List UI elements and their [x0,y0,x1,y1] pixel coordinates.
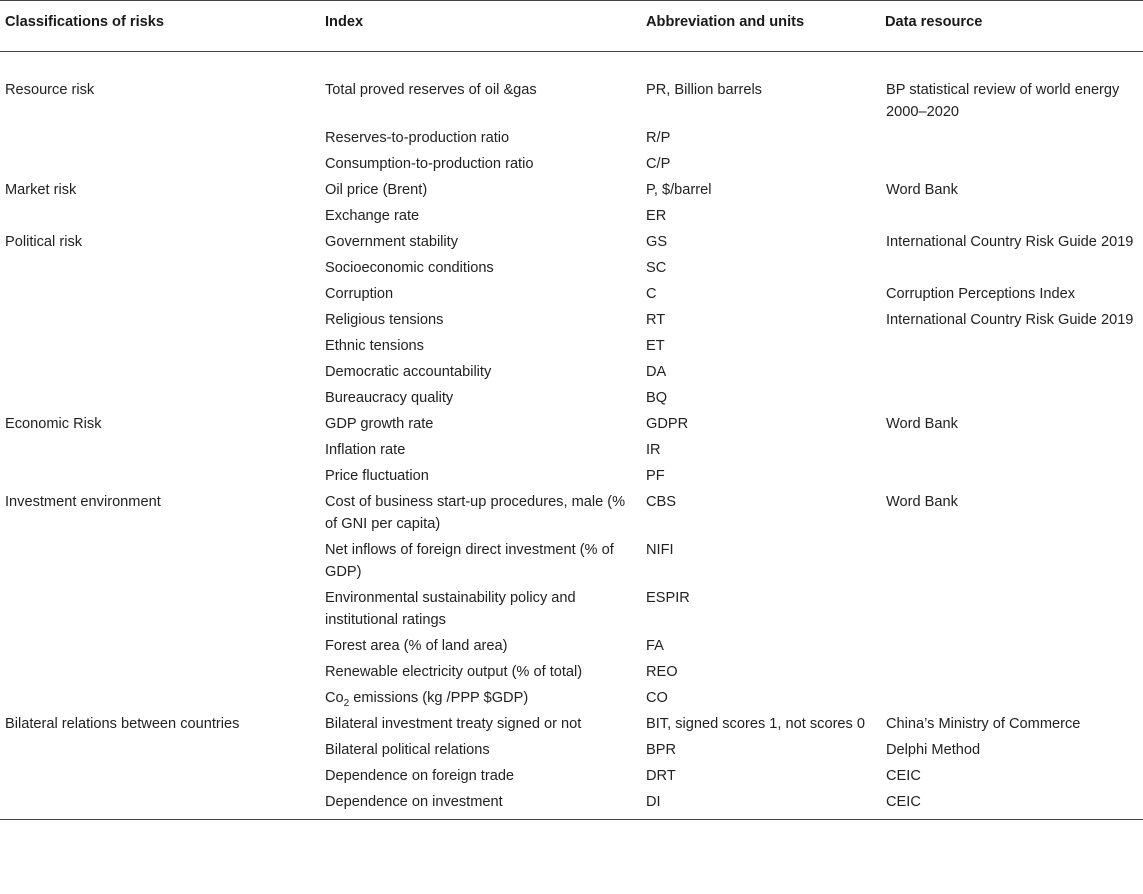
table-row [0,52,1143,128]
cell-abbreviation: C [646,286,657,302]
header-abbreviation: Abbreviation and units [640,1,880,52]
table-row [0,413,1143,439]
cell-classification: Economic Risk [5,416,102,432]
cell-data-resource: China’s Ministry of Commerce [886,716,1081,732]
cell-abbreviation: BPR [646,742,677,758]
cell-index: Environmental sustainability policy and institutional ratings [325,590,576,628]
cell-index: GDP growth rate [325,416,434,432]
cell-data-resource: BP statistical review of world energy 2000–2020 [886,82,1120,120]
cell-classification [0,635,320,661]
cell-index: Cost of business start-up procedures, male (% of GNI per capita) [325,494,626,532]
cell-data-resource [880,465,1143,491]
cell-data-resource: Corruption Perceptions Index [886,286,1076,302]
cell-abbreviation: BQ [646,390,668,406]
table-row [0,231,1143,257]
header-data-resource: Data resource [880,1,1143,52]
cell-classification [0,361,320,387]
table-row [0,713,1143,739]
cell-classification: Market risk [5,182,77,198]
cell-index: Socioeconomic conditions [325,260,494,276]
cell-abbreviation: NIFI [646,542,674,558]
table-row [0,765,1143,791]
cell-classification [0,739,320,765]
cell-index: Religious tensions [325,312,444,328]
cell-data-resource: Delphi Method [886,742,981,758]
cell-abbreviation: DRT [646,768,676,784]
cell-classification [0,791,320,820]
cell-abbreviation: IR [646,442,661,458]
cell-classification [0,335,320,361]
cell-data-resource: Word Bank [886,182,958,198]
cell-index: Oil price (Brent) [325,182,428,198]
table-row [0,587,1143,635]
cell-data-resource [880,387,1143,413]
cell-classification: Resource risk [5,82,95,98]
cell-index: Ethnic tensions [325,338,424,354]
table-row [0,687,1143,713]
cell-index: Price fluctuation [325,468,429,484]
table-row [0,791,1143,820]
cell-classification [0,539,320,587]
cell-data-resource [880,127,1143,153]
cell-abbreviation: BIT, signed scores 1, not scores 0 [646,716,866,732]
co2-suffix: emissions (kg /PPP $GDP) [349,690,529,706]
cell-classification: Investment environment [5,494,161,510]
table-row [0,439,1143,465]
cell-index: Net inflows of foreign direct investment (% of GDP) [325,542,614,580]
cell-index: Bureaucracy quality [325,390,454,406]
cell-abbreviation: CBS [646,494,677,510]
cell-abbreviation: CO [646,690,668,706]
cell-index [320,687,640,713]
cell-index: Dependence on foreign trade [325,768,515,784]
cell-data-resource [880,361,1143,387]
cell-index: Consumption-to-production ratio [325,156,534,172]
table-header-row [0,1,1143,52]
cell-data-resource: CEIC [886,768,921,784]
cell-abbreviation: REO [646,664,678,680]
cell-classification [0,257,320,283]
cell-index: Dependence on investment [320,791,640,820]
cell-data-resource [880,661,1143,687]
header-classification: Classifications of risks [0,1,320,52]
cell-abbreviation: SC [646,260,667,276]
cell-index: Democratic accountability [325,364,492,380]
cell-data-resource [880,587,1143,635]
header-index: Index [320,1,640,52]
cell-abbreviation: RT [646,312,666,328]
cell-data-resource: International Country Risk Guide 2019 [886,234,1134,250]
cell-classification: Political risk [5,234,83,250]
cell-classification: Bilateral relations between countries [5,716,240,732]
table-row [0,179,1143,205]
cell-classification [0,587,320,635]
cell-abbreviation: DA [646,364,667,380]
table-row [0,257,1143,283]
cell-data-resource: CEIC [880,791,1143,820]
table-row [0,127,1143,153]
co2-prefix: Co [325,690,344,706]
cell-abbreviation: R/P [646,130,671,146]
table-row [0,491,1143,539]
cell-index: Total proved reserves of oil &gas [325,82,537,98]
table-row [0,309,1143,335]
table-row [0,539,1143,587]
cell-data-resource [880,335,1143,361]
table-row [0,361,1143,387]
cell-classification [0,387,320,413]
cell-data-resource: International Country Risk Guide 2019 [886,312,1134,328]
cell-classification [0,309,320,335]
cell-classification [0,205,320,231]
cell-index: Inflation rate [325,442,406,458]
cell-abbreviation: PR, Billion barrels [646,82,762,98]
cell-classification [0,283,320,309]
table-row [0,283,1143,309]
cell-index: Exchange rate [325,208,420,224]
cell-classification [0,153,320,179]
cell-data-resource [880,205,1143,231]
table-row [0,661,1143,687]
cell-index: Renewable electricity output (% of total) [325,664,583,680]
cell-data-resource [880,257,1143,283]
table-row [0,465,1143,491]
cell-data-resource: Word Bank [886,494,958,510]
table-row [0,387,1143,413]
cell-abbreviation: ER [646,208,667,224]
table-row [0,205,1143,231]
cell-abbreviation: GS [646,234,668,250]
cell-data-resource [880,635,1143,661]
cell-abbreviation: C/P [646,156,671,172]
cell-abbreviation: PF [646,468,665,484]
cell-index: Bilateral political relations [325,742,490,758]
cell-classification [0,765,320,791]
cell-abbreviation: GDPR [646,416,689,432]
cell-classification [0,439,320,465]
cell-index: Forest area (% of land area) [325,638,508,654]
cell-index: Corruption [325,286,394,302]
cell-abbreviation: FA [646,638,664,654]
cell-index: Government stability [325,234,459,250]
cell-abbreviation: ESPIR [646,590,690,606]
table-row [0,635,1143,661]
cell-classification [0,661,320,687]
table-row [0,153,1143,179]
cell-classification [0,127,320,153]
cell-index: Reserves-to-production ratio [325,130,510,146]
co2-subscript: 2 [343,697,350,709]
cell-data-resource [880,687,1143,713]
cell-data-resource [880,439,1143,465]
cell-abbreviation: P, $/barrel [646,182,712,198]
cell-index: Bilateral investment treaty signed or not [325,716,582,732]
cell-abbreviation: ET [646,338,665,354]
table-row [0,335,1143,361]
cell-abbreviation: DI [640,791,880,820]
cell-classification [0,687,320,713]
cell-data-resource [880,153,1143,179]
cell-data-resource: Word Bank [886,416,958,432]
table-row [0,739,1143,765]
cell-classification [0,465,320,491]
cell-data-resource [880,539,1143,587]
